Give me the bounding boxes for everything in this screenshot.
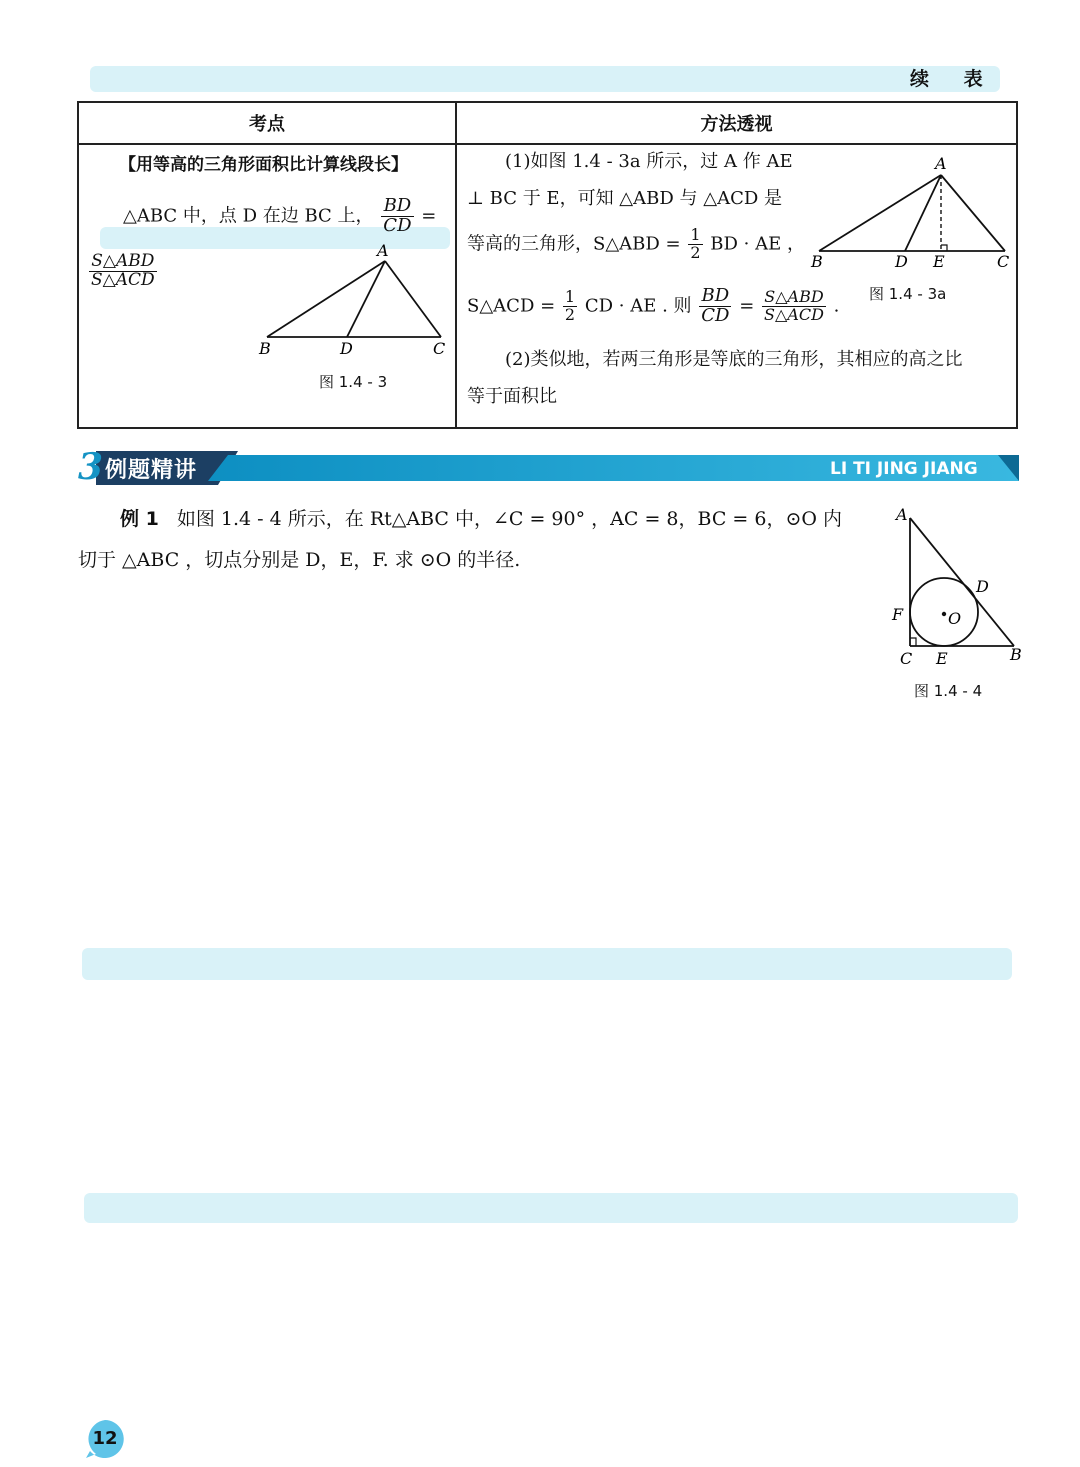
ratio-num: BD (699, 287, 731, 307)
topic-area-fraction (89, 253, 157, 290)
method-line-3b: BD · AE ， (710, 233, 805, 255)
area-num: S△ABD (762, 289, 826, 307)
center-o (942, 612, 946, 616)
highlight-band-top (90, 66, 1000, 92)
method-line-4b: CD · AE . 则 (584, 295, 692, 317)
label-a-3a: A (935, 154, 947, 173)
topic-fraction (381, 197, 413, 236)
label-e-4: E (936, 649, 948, 668)
figure-1-4-3a-caption: 图 1.4 - 3a (869, 285, 947, 303)
method-ratio-fraction (699, 287, 731, 326)
right-angle-c (910, 638, 916, 646)
label-a: A (377, 241, 389, 260)
topic-text-prefix: △ABC 中，点 D 在边 BC 上， (123, 205, 374, 227)
example-line-2: 切于 △ABC ，切点分别是 D，E，F. 求 ⊙O 的半径. (78, 549, 521, 571)
topic-cell (78, 144, 456, 428)
continued-label: 续 表 (910, 68, 997, 90)
method-cell (456, 144, 1017, 428)
topic-text (123, 197, 436, 236)
figure-1-4-4 (884, 502, 1034, 672)
ratio-den: CD (701, 304, 730, 326)
label-c-4: C (900, 649, 913, 668)
half-den-2: 2 (564, 304, 576, 324)
label-d-4: D (976, 577, 989, 596)
label-c-3a: C (997, 252, 1010, 271)
method-line-4a: S△ACD = (467, 295, 556, 317)
figure-1-4-3-caption: 图 1.4 - 3 (319, 373, 388, 391)
label-c: C (433, 339, 446, 358)
label-b-3a: B (811, 252, 823, 271)
method-table (77, 101, 1018, 429)
topic-eq: = (421, 205, 437, 227)
topic-frac-num: BD (381, 197, 413, 217)
topic-frac-den: CD (383, 214, 412, 236)
method-line-4-eq: = (739, 295, 755, 317)
method-line-6: 等于面积比 (467, 386, 557, 407)
method-line-2: ⊥ BC 于 E，可知 △ABD 与 △ACD 是 (467, 188, 782, 209)
label-b: B (259, 339, 271, 358)
section-title: 例题精讲 (105, 458, 198, 483)
label-d: D (340, 339, 353, 358)
method-line-4 (467, 287, 839, 326)
example-line-1 (120, 504, 842, 531)
figure-1-4-3 (249, 241, 449, 361)
example-label: 例 1 (120, 508, 159, 530)
label-b-4: B (1010, 645, 1022, 664)
method-line-3 (467, 227, 805, 262)
label-d-3a: D (895, 252, 908, 271)
edge-ab (267, 261, 385, 337)
half-num: 1 (690, 225, 701, 244)
topic-area-ratio (87, 253, 159, 290)
highlight-band-middle (82, 948, 1012, 980)
method-line-5: (2)类似地，若两三角形是等底的三角形，其相应的高之比 (505, 349, 963, 370)
highlight-band-lower (84, 1193, 1018, 1223)
col-header-method: 方法透视 (456, 102, 1017, 144)
edge-ab-4 (910, 518, 1014, 646)
edge-ac (385, 261, 441, 337)
label-o-4: O (948, 609, 962, 628)
figure-1-4-3a (809, 153, 1019, 273)
col-header-topic: 考点 (78, 102, 456, 144)
figure-1-4-4-caption: 图 1.4 - 4 (914, 682, 983, 700)
method-line-3a: 等高的三角形，S△ABD = (467, 233, 681, 255)
half-num-2: 1 (564, 287, 576, 307)
half-den: 2 (690, 242, 701, 262)
method-half-fraction-2 (563, 289, 577, 324)
example-line-1-text: 如图 1.4 - 4 所示，在 Rt△ABC 中，∠C = 90° ，AC = 8，BC = 6，⊙O 内 (176, 508, 842, 530)
section-number: 3 (78, 446, 104, 488)
method-line-4-end: . (833, 295, 840, 317)
method-line-1: (1)如图 1.4 - 3a 所示，过 A 作 AE (505, 151, 793, 172)
method-half-fraction (688, 227, 702, 262)
edge-ac-3a (941, 175, 1005, 251)
method-area-fraction (762, 289, 826, 324)
topic-frac2-num: S△ABD (89, 253, 157, 272)
label-e-3a: E (933, 252, 945, 271)
label-f-4: F (892, 605, 904, 624)
area-den: S△ACD (764, 304, 824, 324)
topic-frac2-den: S△ACD (91, 269, 155, 290)
topic-title: 【用等高的三角形面积比计算线段长】 (119, 155, 408, 175)
section-subtitle: LI TI JING JIANG (830, 459, 978, 479)
page-number: 12 (92, 1428, 118, 1449)
label-a-4: A (896, 505, 908, 524)
